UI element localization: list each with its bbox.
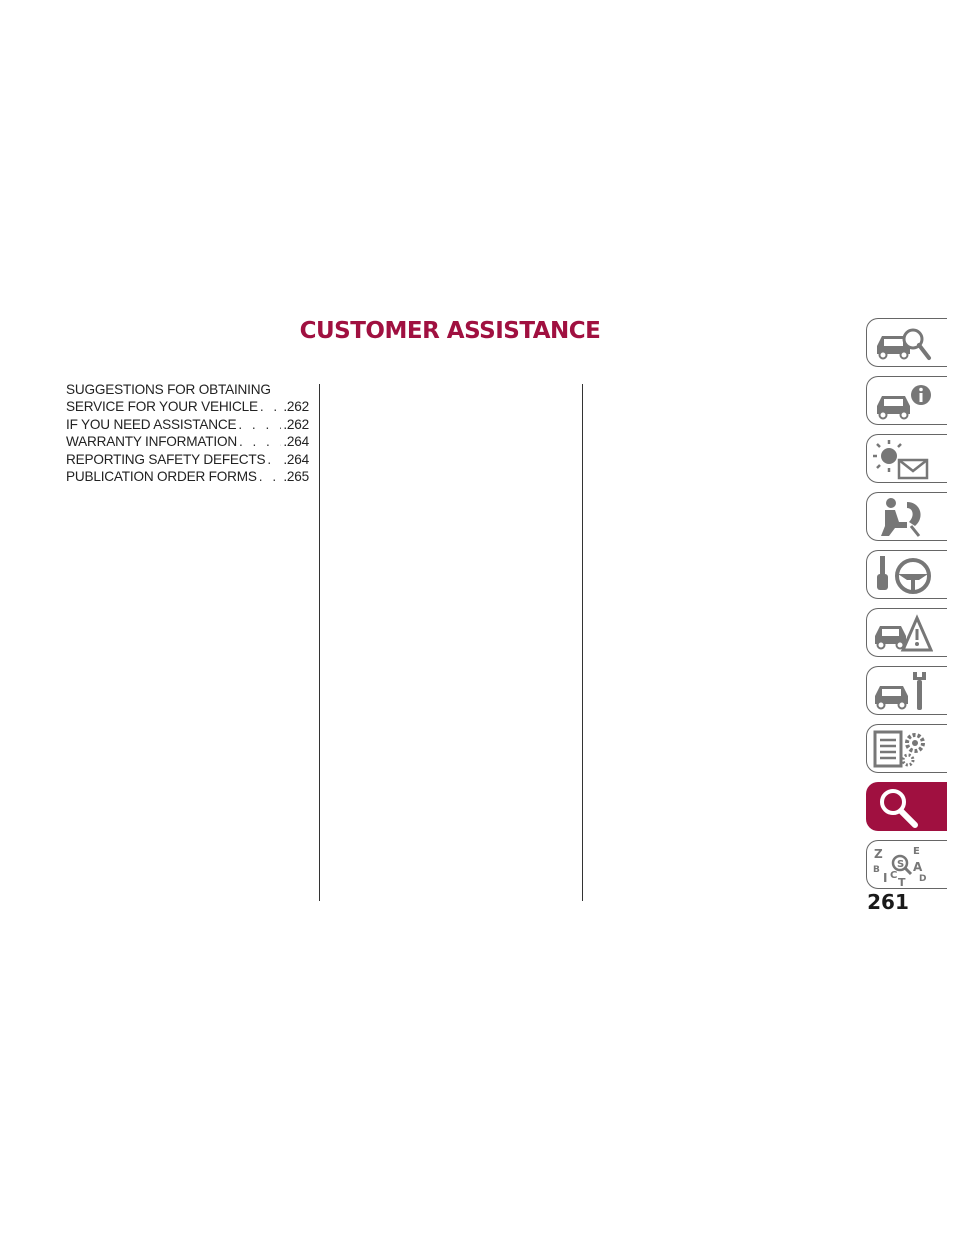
toc-entry[interactable] — [66, 381, 309, 398]
car-maintenance-icon — [871, 670, 933, 712]
svg-text:C: C — [890, 870, 898, 881]
warning-lights-messages-icon — [871, 438, 933, 480]
svg-text:B: B — [873, 865, 880, 875]
toc-entry[interactable] — [66, 398, 309, 415]
car-search-icon — [871, 322, 933, 364]
technical-specifications-icon — [871, 728, 933, 770]
seat-airbag-safety-icon — [871, 496, 933, 538]
toc-entry[interactable] — [66, 451, 309, 468]
svg-text:Z: Z — [874, 847, 883, 861]
tab-warning-lights-messages[interactable] — [866, 434, 947, 483]
toc-entry-page: .262 — [283, 416, 309, 432]
tab-in-case-of-emergency[interactable] — [866, 608, 947, 657]
tab-servicing-and-maintenance[interactable] — [866, 666, 947, 715]
toc-entry[interactable] — [66, 416, 309, 433]
toc-leader-dots — [238, 416, 281, 433]
toc-entry-title: REPORTING SAFETY DEFECTS — [66, 451, 266, 467]
toc-leader-dots — [260, 398, 281, 415]
tab-getting-to-know-vehicle[interactable] — [866, 318, 947, 367]
toc-entry-page: .262 — [283, 399, 309, 415]
svg-text:I: I — [883, 871, 888, 885]
toc-leader-dots — [267, 451, 281, 468]
toc-entry[interactable] — [66, 433, 309, 450]
svg-text:E: E — [913, 846, 920, 857]
key-steering-wheel-icon — [871, 554, 933, 596]
svg-text:D: D — [919, 874, 927, 884]
tab-starting-and-operating[interactable] — [866, 550, 947, 599]
car-emergency-icon — [871, 612, 933, 654]
toc-entry-page: .264 — [283, 451, 309, 467]
car-info-icon — [871, 380, 933, 422]
table-of-contents — [66, 381, 309, 485]
page-number: 261 — [867, 890, 909, 914]
toc-entry-title: IF YOU NEED ASSISTANCE — [66, 416, 237, 432]
toc-entry[interactable] — [66, 468, 309, 485]
tab-safety[interactable] — [866, 492, 947, 541]
magnifier-icon — [871, 786, 933, 828]
tab-customer-assistance[interactable] — [866, 782, 947, 831]
toc-entry-page: .264 — [283, 434, 309, 450]
column-divider — [319, 384, 320, 901]
tab-index[interactable] — [866, 840, 947, 889]
toc-leader-dots — [259, 468, 282, 485]
chapter-title: CUSTOMER ASSISTANCE — [299, 318, 601, 344]
toc-entry-title: SUGGESTIONS FOR OBTAINING — [66, 382, 271, 397]
column-divider — [582, 384, 583, 901]
toc-entry-title: SERVICE FOR YOUR VEHICLE — [66, 399, 258, 415]
svg-text:S: S — [897, 859, 905, 870]
tab-technical-specifications[interactable] — [866, 724, 947, 773]
toc-leader-dots — [239, 433, 281, 450]
toc-entry-title: PUBLICATION ORDER FORMS — [66, 469, 257, 485]
alphabetical-index-icon — [871, 844, 933, 886]
tab-getting-to-know-dashboard[interactable] — [866, 376, 947, 425]
svg-text:A: A — [913, 860, 923, 874]
svg-text:T: T — [898, 876, 906, 886]
toc-entry-title: WARRANTY INFORMATION — [66, 434, 237, 450]
toc-entry-page: .265 — [283, 469, 309, 485]
